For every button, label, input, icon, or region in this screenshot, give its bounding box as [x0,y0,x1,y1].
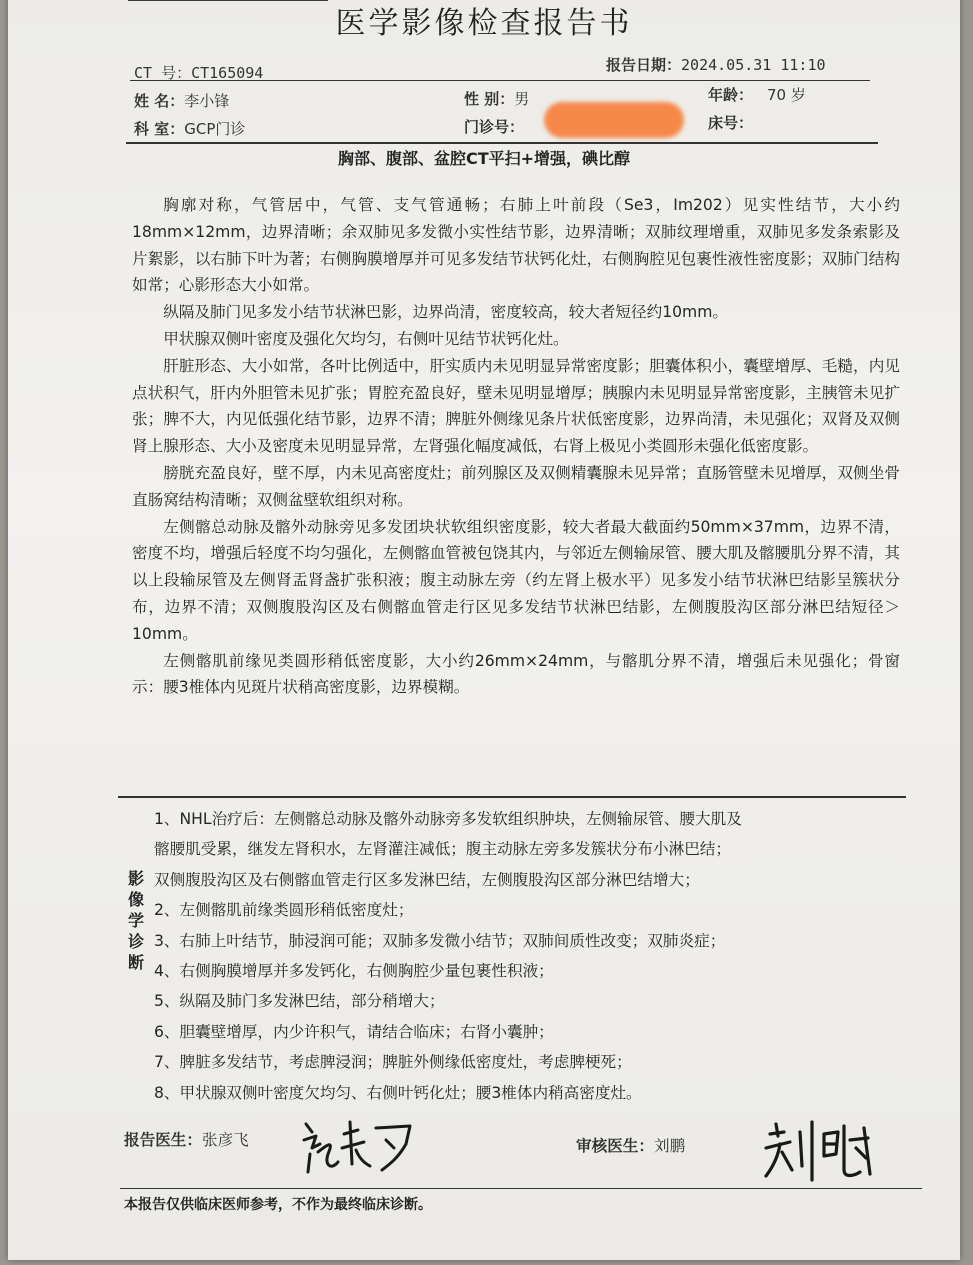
report-doctor-signature [298,1114,428,1180]
report-date-label: 报告日期： [606,56,682,74]
dept-value: GCP门诊 [184,120,246,138]
clinic-number [464,116,524,137]
review-doctor-label: 审核医生： [576,1137,654,1155]
impression-item: 3、右肺上叶结节，肺浸润可能；双肺多发微小结节；双肺间质性改变；双肺炎症； [154,931,726,950]
impression-list [154,804,914,1108]
impression-item: 5、纵隔及肺门多发淋巴结，部分稍增大； [154,992,445,1011]
findings-paragraph: 左侧髂总动脉及髂外动脉旁见多发团块状软组织密度影，较大者最大截面约50mm×37mm，边界不清，密度不均，增强后轻度不均匀强化，左侧髂血管被包饶其内，与邻近左侧输尿管、腰大肌及髂腰肌分界不清，其以上段输尿管及左侧肾盂肾盏扩张积液；腹主动脉左旁（约左肾上极水平）见多发小结节状淋巴结影呈簇状分布，边界不清；双侧腹股沟区及右侧髂血管走行区见多发结节状淋巴结影，左侧腹股沟区部分淋巴结短径＞10mm。 [132,517,900,643]
age-value: 70 岁 [767,86,806,104]
impression-label-char: 诊 [128,932,145,951]
report-doctor-name: 张彦飞 [201,1131,249,1149]
impression-label-char: 学 [128,911,145,930]
age-label: 年龄： [708,86,754,104]
bed-label: 床号： [708,114,754,132]
impression-rule [118,796,906,798]
ct-value: CT165094 [191,64,264,82]
impression-label [128,868,148,973]
impression-item: 8、甲状腺双侧叶密度欠均匀、右侧叶钙化灶；腰3椎体内稍高密度灶。 [154,1083,642,1102]
findings-section [132,192,900,701]
report-title: 医学影像检查报告书 [335,6,633,41]
findings-paragraph: 甲状腺双侧叶密度及强化欠均匀，右侧叶见结节状钙化灶。 [163,329,569,348]
review-doctor [576,1134,685,1156]
impression-item: 4、右侧胸膜增厚并多发钙化，右侧胸腔少量包裹性积液； [154,962,554,981]
patient-name [134,90,229,111]
impression-item: 双侧腹股沟区及右侧髂血管走行区多发淋巴结，左侧腹股沟区部分淋巴结增大； [154,870,700,889]
findings-paragraph: 纵隔及肺门见多发小结节状淋巴影，边界尚清，密度较高，较大者短径约10mm。 [163,303,729,322]
review-doctor-signature [760,1114,880,1186]
patient-sex [464,88,529,109]
header-rule-bottom [126,142,878,144]
impression-item: 6、胆囊壁增厚，内少许积气，请结合临床；右肾小囊肿； [154,1022,554,1041]
report-doctor [124,1128,249,1150]
findings-paragraph: 左侧髂肌前缘见类圆形稍低密度影，大小约26mm×24mm，与髂肌分界不清，增强后未见强化；骨窗示：腰3椎体内见斑片状稍高密度影，边界模糊。 [132,651,900,697]
footer-disclaimer: 本报告仅供临床医师参考，不作为最终临床诊断。 [124,1197,432,1213]
patient-age [708,84,806,105]
impression-item: 髂腰肌受累，继发左肾积水，左肾灌注减低；腹主动脉左旁多发簇状分布小淋巴结； [154,840,731,859]
findings-paragraph: 膀胱充盈良好，壁不厚，内未见高密度灶；前列腺区及双侧精囊腺未见异常；直肠管壁未见增厚，双侧坐骨直肠窝结构清晰；双侧盆壁软组织对称。 [132,463,900,509]
header-rule-top [130,80,870,81]
name-value: 李小锋 [184,92,230,110]
report-date-value: 2024.05.31 11:10 [681,56,826,74]
footer-rule [120,1188,922,1189]
findings-paragraph: 胸廓对称，气管居中，气管、支气管通畅；右肺上叶前段（Se3，Im202）见实性结节，大小约18mm×12mm，边界清晰；余双肺见多发微小实性结节影，边界清晰；双肺纹理增重，双肺见多发条索影及片絮影，以右肺下叶为著；右侧胸膜增厚并可见多发结节状钙化灶，右侧胸腔见包裹性液性密度影；双肺门结构如常；心影形态大小如常。 [132,196,900,295]
exam-title: 胸部、腹部、盆腔CT平扫+增强，碘比醇 [337,149,631,168]
name-label: 姓 名： [134,92,185,110]
findings-paragraph: 肝脏形态、大小如常，各叶比例适中，肝实质内未见明显异常密度影；胆囊体积小，囊壁增厚、毛糙，内见点状积气，肝内外胆管未见扩张；胃腔充盈良好，壁未见明显增厚；胰腺内未见明显异常密度影，主胰管未见扩张；脾不大，内见低强化结节影，边界不清；脾脏外侧缘见条片状低密度影，边界尚清，未见强化；双肾及双侧肾上腺形态、大小及密度未见明显异常，左肾强化幅度减低，右肾上极见小类圆形未强化低密度影。 [132,356,900,456]
report-paper [8,0,960,1260]
impression-item: 7、脾脏多发结节，考虑脾浸润；脾脏外侧缘低密度灶，考虑脾梗死； [154,1053,632,1072]
clinic-no-label: 门诊号： [464,118,525,136]
impression-label-char: 断 [128,953,145,972]
dept-label: 科 室： [134,120,185,138]
ct-label: CT 号： [134,64,192,82]
impression-label-char: 像 [128,890,145,909]
redaction-mark [544,102,684,138]
sex-value: 男 [514,90,530,108]
review-doctor-name: 刘鹏 [653,1137,686,1155]
bed-number [708,112,753,133]
impression-item: 2、左侧髂肌前缘类圆形稍低密度灶； [154,901,414,920]
department [134,118,245,139]
report-doctor-label: 报告医生： [124,1131,202,1149]
sex-label: 性 别： [464,90,515,108]
impression-label-char: 影 [128,869,145,888]
impression-item: 1、NHL治疗后：左侧髂总动脉及髂外动脉旁多发软组织肿块，左侧输尿管、腰大肌及 [154,810,742,828]
report-date [606,54,826,75]
